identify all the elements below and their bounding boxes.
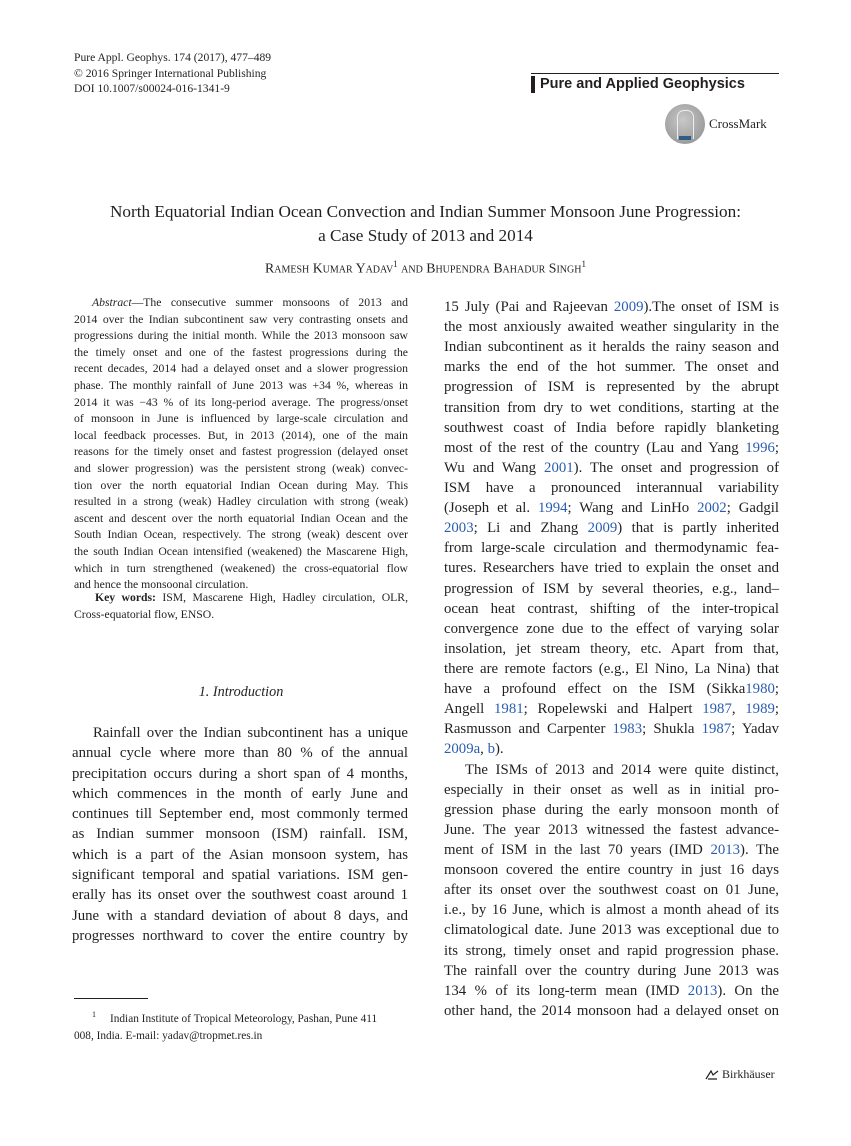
text-line: its strong, timely onset and rapid progression phase. — [444, 942, 779, 959]
footnote-mark: 1 — [92, 1010, 96, 1019]
text-line: 2009a, b). — [444, 741, 504, 758]
crossmark-icon — [665, 104, 705, 144]
publisher-name: Birkhäuser — [722, 1067, 775, 1081]
text-line: June. The year 2013 witnessed the fastest advance- — [444, 821, 779, 838]
text-line: Abstract—The consecutive summer monsoons of 2013 and — [92, 296, 408, 309]
text-line: 2003; Li and Zhang 2009) that is partly inherited — [444, 520, 779, 537]
text-line: southwest coast of India before rapidly blanketing — [444, 419, 779, 436]
authors — [40, 259, 811, 277]
left-column-body — [72, 723, 408, 946]
author-1-affiliation-mark: 1 — [393, 259, 398, 269]
text-line: 15 July (Pai and Rajeevan 2009).The onset of ISM is — [444, 299, 779, 315]
text-line: South Indian Ocean, respectively. The strong (weak) descent over — [74, 528, 408, 542]
text-line: Indian subcontinent as it heralds the rainy season and — [444, 339, 779, 356]
text-line: marks the end of the hot summer. The onset and — [444, 359, 779, 376]
text-line: progression of ISM is represented by the abrupt — [444, 379, 779, 396]
text-line: Key words: ISM, Mascarene High, Hadley circulation, OLR, — [95, 591, 408, 604]
text-line: significant temporal and spatial variations. ISM gen- — [72, 867, 408, 884]
citation-link[interactable]: 1996 — [745, 439, 775, 456]
text-line: 134 % of its long-term mean (IMD 2013). On the — [444, 982, 780, 999]
citation-link[interactable]: 1980 — [745, 681, 775, 698]
title-line-2: a Case Study of 2013 and 2014 — [318, 226, 533, 245]
text-line: The rainfall over the country during June 2013 was — [444, 962, 779, 979]
right-column-body — [444, 297, 779, 1021]
citation-link[interactable]: 2013 — [710, 841, 741, 858]
text-line: there are remote factors (e.g., El Nino, La Nina) that — [444, 660, 779, 677]
text-line: other hand, the 2014 monsoon had a delayed onset on — [444, 1002, 779, 1019]
text-line: Rainfall over the Indian subcontinent has a unique — [93, 725, 408, 741]
text-line: after its onset over the southwest coast on 01 June, — [444, 882, 779, 899]
copyright: © 2016 Springer International Publishing — [74, 66, 267, 80]
text-line: as Indian summer monsoon (ISM) rainfall. ISM, — [72, 826, 408, 843]
text-line: monsoon covered the entire country in just 16 days — [444, 862, 779, 879]
text-line: precipitation occurs during a short span of 4 months, — [72, 765, 408, 782]
text-line: local feedback processes. But, in 2013 (2014), one of the main — [74, 428, 408, 442]
text-line: (Joseph et al. 1994; Wang and LinHo 2002; Gadgil — [444, 500, 779, 517]
text-line: annual cycle where more than 80 % of the annual — [72, 745, 408, 762]
text-line: ascent and descent over the north equatorial Indian Ocean and the — [74, 511, 408, 525]
text-line: which in turn strengthened (weakened) the cross-equatorial flow — [74, 561, 408, 575]
crossmark-badge[interactable] — [665, 104, 767, 144]
citation-link[interactable]: 1981 — [494, 701, 524, 718]
footnote — [74, 1006, 408, 1046]
citation-link[interactable]: 2009 — [587, 520, 618, 537]
text-line: gression phase during the early monsoon month of — [444, 801, 779, 818]
text-line: convergence zone due to the effect of varying solar — [444, 620, 779, 637]
text-line: especially in their onset as well as in initial pro- — [444, 781, 779, 798]
text-line: 2014 it was −43 % of its long-period average. The progress/onset — [74, 395, 408, 409]
citation-link[interactable]: 2013 — [687, 982, 718, 999]
author-1: Ramesh Kumar Yadav — [265, 260, 394, 276]
citation-link[interactable]: 2009a — [444, 741, 481, 758]
keywords-label: Key words: — [95, 591, 156, 604]
text-line: ment of ISM in the last 70 years (IMD 2013). The — [444, 841, 779, 858]
citation-link[interactable]: 1989 — [745, 701, 775, 718]
section-heading: 1. Introduction — [198, 684, 284, 700]
footnote-line-2: 008, India. E-mail: yadav@tropmet.res.in — [74, 1030, 263, 1043]
doi: DOI 10.1007/s00024-016-1341-9 — [74, 82, 230, 96]
footnote-divider — [74, 998, 148, 999]
paper-title — [40, 200, 811, 248]
text-line: transition from dry to wet conditions, starting at the — [444, 399, 779, 416]
citation-link[interactable]: b — [487, 741, 495, 758]
text-line: the south Indian Ocean intensified (weakened) the Mascarene High, — [74, 544, 408, 558]
text-line: progression of ISM by several theories, e.g., land– — [444, 580, 779, 597]
text-line: reasons for the timely onset and fastest progression (delayed onset — [74, 445, 408, 459]
crossmark-label: CrossMark — [709, 116, 767, 131]
text-line: The ISMs of 2013 and 2014 were quite distinct, — [465, 761, 779, 778]
text-line: the most anxiously awaited weather singularity in the — [444, 319, 779, 336]
text-line: resulted in a strong (weak) Hadley circulation with strong (weak) — [74, 495, 408, 509]
citation-link[interactable]: 2001 — [544, 459, 574, 476]
citation-link[interactable]: 1994 — [537, 500, 568, 517]
authors-and: and — [397, 260, 427, 276]
text-line: tion over the north equatorial Indian Ocean during May. This — [74, 478, 408, 492]
journal-name: Pure and Applied Geophysics — [531, 73, 779, 93]
citation-link[interactable]: 2002 — [697, 500, 727, 517]
abstract-label: Abstract — [92, 296, 132, 309]
text-line: i.e., by 16 June, which is almost a month ahead of its — [444, 902, 779, 919]
birkhauser-logo-icon — [705, 1069, 719, 1081]
citation-link[interactable]: 1987 — [701, 721, 732, 738]
text-line: and hence the monsoonal circulation. — [74, 578, 249, 592]
citation-link[interactable]: 2003 — [444, 520, 474, 537]
text-line: climatological date. June 2013 was exceptional due to — [444, 922, 779, 939]
text-line: from large-scale circulation and thermodynamic fea- — [444, 540, 779, 557]
text-line: phase. The monthly rainfall of June 2013 was +34 %, whereas in — [74, 378, 408, 392]
citation-link[interactable]: 2009 — [613, 299, 644, 315]
text-line: the timely onset and one of the fastest progressions during the — [74, 345, 408, 359]
citation: Pure Appl. Geophys. 174 (2017), 477–489 — [74, 51, 272, 64]
citation-link[interactable]: 1987 — [702, 701, 732, 718]
text-line: insolation, jet stream theory, etc. Apart from that, — [444, 640, 779, 657]
text-line: of monsoon in June is influenced by large-scale circulation and — [74, 412, 408, 426]
title-line-1: North Equatorial Indian Ocean Convection and Indian Summer Monsoon June Progression: — [109, 202, 742, 221]
text-line: recent decades, 2014 had a delayed onset and a slower progression — [74, 362, 408, 376]
text-line: June with a standard deviation of about 8 days, and — [72, 907, 408, 924]
text-line: which commences in the month of early June and — [72, 785, 408, 802]
text-line: most of the rest of the country (Lau and Yang 1996; — [444, 439, 779, 456]
text-line: Wu and Wang 2001). The onset and progression of — [444, 459, 780, 476]
text-line: ISM have a pronounced interannual variability — [444, 479, 779, 496]
footnote-line-1: Indian Institute of Tropical Meteorology, Pashan, Pune 411 — [110, 1012, 378, 1025]
text-line: erally has its onset over the southwest coast around 1 — [72, 887, 408, 904]
text-line: which is a part of the Asian monsoon system, has — [72, 846, 408, 863]
text-line: Angell 1981; Ropelewski and Halpert 1987, 1989; — [444, 701, 779, 718]
text-line: Rasmusson and Carpenter 1983; Shukla 1987; Yadav — [444, 721, 779, 738]
citation-link[interactable]: 1983 — [612, 721, 643, 738]
abstract — [74, 295, 408, 594]
text-line: Cross-equatorial flow, ENSO. — [74, 607, 215, 621]
text-line: have a profound effect on the ISM (Sikka1980; — [444, 681, 779, 698]
keywords — [74, 590, 408, 623]
text-line: continues till September end, most commonly termed — [72, 806, 408, 823]
text-line: 2014 over the Indian subcontinent saw very contrasting onsets and — [74, 312, 408, 326]
publisher-logo — [705, 1067, 775, 1082]
text-line: tures. Researchers have tried to explain the onset and — [444, 560, 779, 577]
text-line: ocean heat contrast, shifting of the inter-tropical — [444, 600, 779, 617]
author-2: Bhupendra Bahadur Singh — [426, 260, 582, 276]
text-line: progresses northward to cover the entire country by — [72, 927, 408, 944]
text-line: and slower progression) was the persistent strong (weak) convec- — [74, 461, 408, 475]
article-metadata — [74, 50, 271, 97]
author-2-affiliation-mark: 1 — [581, 259, 586, 269]
text-line: progressions during the initial month. While the 2013 monsoon saw — [74, 329, 408, 343]
